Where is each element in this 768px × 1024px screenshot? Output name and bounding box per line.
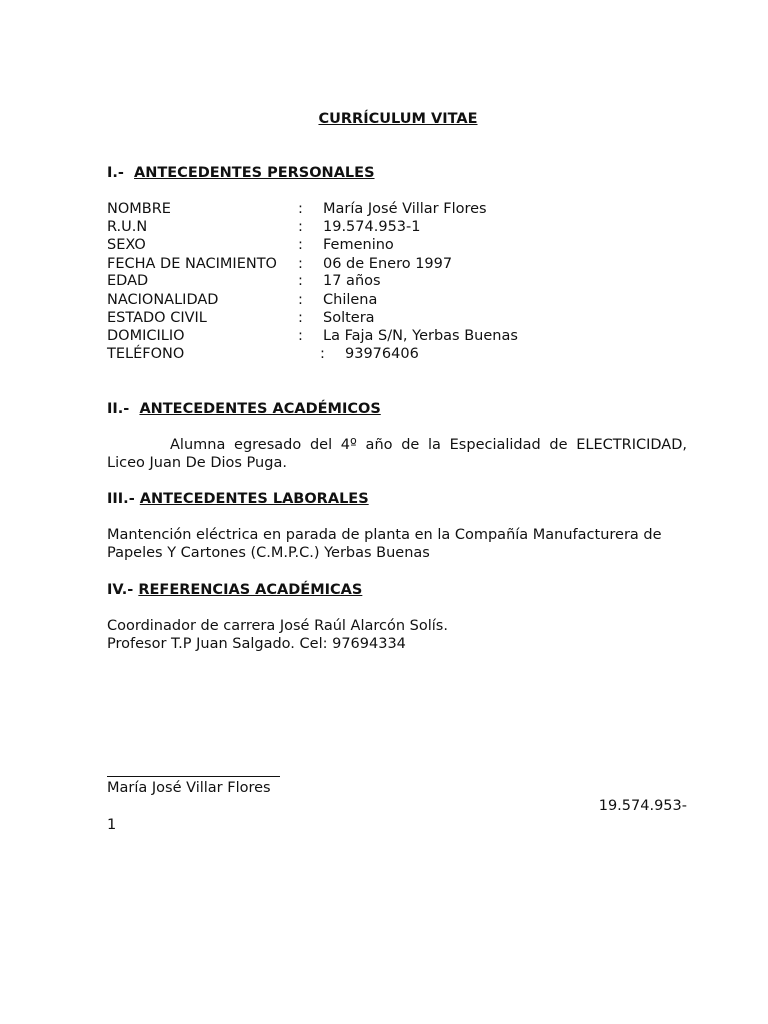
row-value: 93976406 bbox=[345, 346, 419, 362]
section-number: III.- bbox=[107, 491, 135, 507]
row-value: 06 de Enero 1997 bbox=[323, 256, 453, 272]
row-value: Femenino bbox=[323, 237, 394, 253]
reference-item: Coordinador de carrera José Raúl Alarcón Solís. bbox=[107, 618, 448, 634]
section-number: IV.- bbox=[107, 582, 134, 598]
reference-item: Profesor T.P Juan Salgado. Cel: 97694334 bbox=[107, 636, 406, 652]
academic-paragraph: Alumna egresado del 4º año de la Especialidad de ELECTRICIDAD, Liceo Juan De Dios Puga. bbox=[107, 437, 687, 471]
section-title: ANTECEDENTES LABORALES bbox=[139, 491, 369, 507]
document-title: CURRÍCULUM VITAE bbox=[318, 111, 478, 127]
row-label: EDAD bbox=[107, 273, 149, 289]
section-title: REFERENCIAS ACADÉMICAS bbox=[138, 582, 363, 598]
section-labor-heading bbox=[107, 490, 369, 508]
row-label: DOMICILIO bbox=[107, 328, 185, 344]
row-separator: : bbox=[298, 201, 303, 217]
section-personal-heading bbox=[107, 164, 375, 182]
row-value: Soltera bbox=[323, 310, 375, 326]
row-value: 19.574.953-1 bbox=[323, 219, 421, 235]
section-number: I.- bbox=[107, 165, 124, 181]
signature-line bbox=[107, 776, 280, 777]
row-separator: : bbox=[298, 328, 303, 344]
signature-run-continued: 1 bbox=[107, 817, 117, 833]
row-label: ESTADO CIVIL bbox=[107, 310, 207, 326]
section-title: ANTECEDENTES ACADÉMICOS bbox=[139, 401, 381, 417]
section-title: ANTECEDENTES PERSONALES bbox=[134, 165, 375, 181]
row-value: La Faja S/N, Yerbas Buenas bbox=[323, 328, 518, 344]
section-academic-heading bbox=[107, 400, 381, 418]
row-separator: : bbox=[298, 219, 303, 235]
row-value: María José Villar Flores bbox=[323, 201, 487, 217]
row-separator: : bbox=[298, 256, 303, 272]
row-separator: : bbox=[298, 292, 303, 308]
labor-paragraph: Mantención eléctrica en parada de planta en la Compañía Manufacturera de Papeles Y Cartones (C.M.P.C.) Yerbas Buenas bbox=[107, 527, 662, 561]
row-separator: : bbox=[298, 273, 303, 289]
row-label: TELÉFONO bbox=[107, 346, 185, 362]
signature-run: 19.574.953- bbox=[598, 798, 687, 814]
signature-name: María José Villar Flores bbox=[107, 780, 271, 796]
row-separator: : bbox=[320, 346, 325, 362]
row-label: R.U.N bbox=[107, 219, 148, 235]
row-label: NOMBRE bbox=[107, 201, 171, 217]
row-label: NACIONALIDAD bbox=[107, 292, 219, 308]
row-separator: : bbox=[298, 310, 303, 326]
row-label: SEXO bbox=[107, 237, 146, 253]
row-separator: : bbox=[298, 237, 303, 253]
row-value: Chilena bbox=[323, 292, 378, 308]
row-label: FECHA DE NACIMIENTO bbox=[107, 256, 277, 272]
section-number: II.- bbox=[107, 401, 130, 417]
section-references-heading bbox=[107, 581, 362, 599]
row-value: 17 años bbox=[323, 273, 381, 289]
